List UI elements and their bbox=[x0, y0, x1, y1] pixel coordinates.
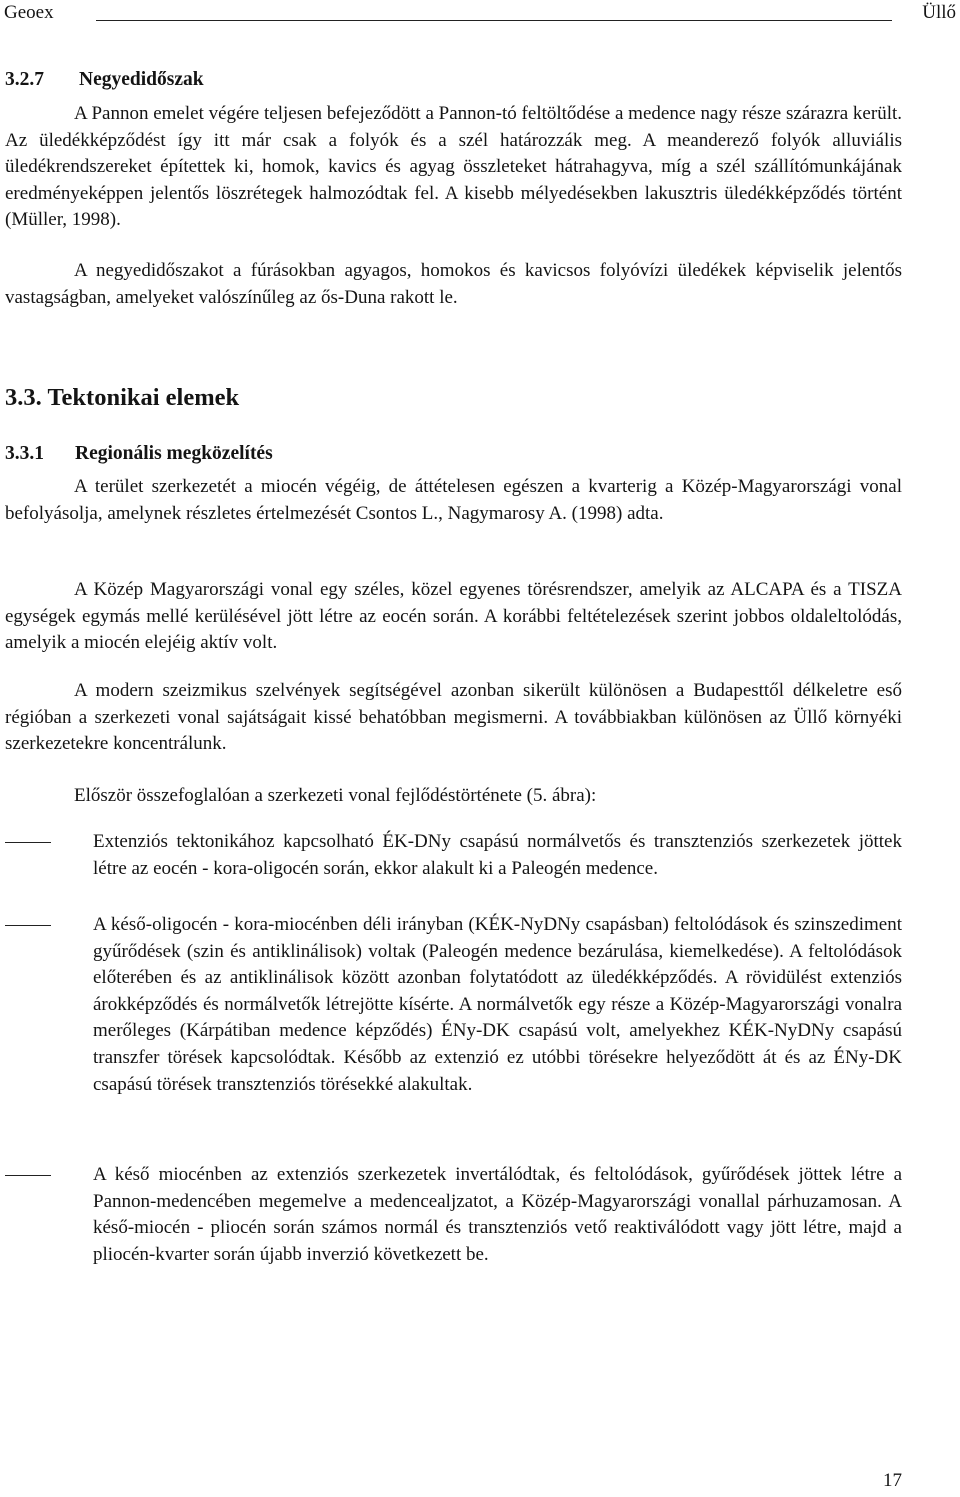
section-title: Negyedidőszak bbox=[79, 69, 204, 90]
paragraph: A Közép Magyarországi vonal egy széles, közel egyenes törésrendszer, amelyik az ALCAPA és a TISZA egységek egymás mellé kerülésével jött létre az eocén során. A korábbi feltételezések szerint jobbos oldaleltolódás, amelyik a miocén elejéig aktív volt. bbox=[5, 579, 902, 654]
list-item-text: A késő miocénben az extenziós szerkezetek invertálódtak, és feltolódások, gyűrődések jöttek létre a Pannon-medencében megemelve a medencealjzatot, a Közép-Magyarországi vonallal párhuzamosan. A késő-miocén - pliocén során számos normál és transztenziós vető reaktiválódott vagy jött létre, majd a pliocén-kvarter során újabb inverzió következett be. bbox=[93, 1164, 902, 1265]
header-left-text: Geoex bbox=[4, 2, 54, 23]
paragraph: A modern szeizmikus szelvények segítségével azonban sikerült különösen a Budapesttől délkeletre eső régióban a szerkezeti vonal sajátságait kissé behatóbban megismerni. A továbbiakban különösen az Üllő környéki szerkezetekre koncentrálunk. bbox=[5, 680, 902, 755]
list-item-text: A késő-oligocén - kora-miocénben déli irányban (KÉK-NyDNy csapásban) feltolódások és szinszediment gyűrődések (szin és antiklinálisok) voltak (Paleogén medence bezárulása, kiemelkedése). A feltolódások előterében és az antiklinálisok között azonban folytatódott az üledékképződés. A rövidülést extenziós árokképződés és normálvetők létrejötte kísérte. A normálvetők egy része a Közép-Magyarországi vonalra merőleges (Kárpátiban medence képződés) ÉNy-DK csapású volt, amelyekhez KÉK-NyDNy csapású transzfer törések kapcsolódtak. Később az extenzió ez utóbbi törésekre helyeződött át és az ÉNy-DK csapású törések transztenziós törésekké alakultak. bbox=[93, 914, 902, 1095]
paragraph: A Pannon emelet végére teljesen befejeződött a Pannon-tó feltöltődése a medence nagy része szárazra került. Az üledékképződést így itt már csak a folyók és a szél határozzák meg. A meanderező folyók alluviális üledékrendszereket építettek ki, homok, kavics és agyag összleteket hátrahagyva, míg a szél szállítómunkájának eredményeképpen jelentős löszrétegek halmozódtak fel. A kisebb mélyedésekben lakusztris üledékképződés történt (Müller, 1998). bbox=[5, 103, 902, 231]
section-title: Regionális megközelítés bbox=[75, 443, 273, 464]
paragraph: A negyedidőszakot a fúrásokban agyagos, homokos és kavicsos folyóvízi üledékek képviselik jelentős vastagságban, amelyeket valószínűleg az ős-Duna rakott le. bbox=[5, 260, 902, 308]
list-intro: Először összefoglalóan a szerkezeti vonal fejlődéstörténete (5. ábra): bbox=[74, 785, 597, 806]
dash-bullet bbox=[5, 1175, 51, 1176]
header-rule bbox=[96, 20, 892, 21]
section-number: 3.2.7 bbox=[5, 69, 44, 90]
paragraph: A terület szerkezetét a miocén végéig, de áttételesen egészen a kvarterig a Közép-Magyarországi vonal befolyásolja, amelynek részletes értelmezését Csontos L., Nagymarosy A. (1998) adta. bbox=[5, 476, 902, 524]
page-number: 17 bbox=[883, 1470, 902, 1491]
dash-bullet bbox=[5, 925, 51, 926]
section-number: 3.3. bbox=[5, 384, 42, 411]
section-heading-3-2-7 bbox=[5, 68, 204, 92]
section-title: Tektonikai elemek bbox=[47, 384, 240, 411]
list-item-text: Extenziós tektonikához kapcsolható ÉK-DNy csapású normálvetős és transztenziós szerkezetek jöttek létre az eocén - kora-oligocén során, ekkor alakult ki a Paleogén medence. bbox=[93, 831, 902, 879]
dash-bullet bbox=[5, 842, 51, 843]
header-right-text: Üllő bbox=[922, 2, 956, 23]
section-heading-3-3-1 bbox=[5, 442, 273, 466]
section-number: 3.3.1 bbox=[5, 443, 44, 464]
section-heading-3-3 bbox=[5, 384, 239, 412]
page-header bbox=[4, 2, 956, 26]
